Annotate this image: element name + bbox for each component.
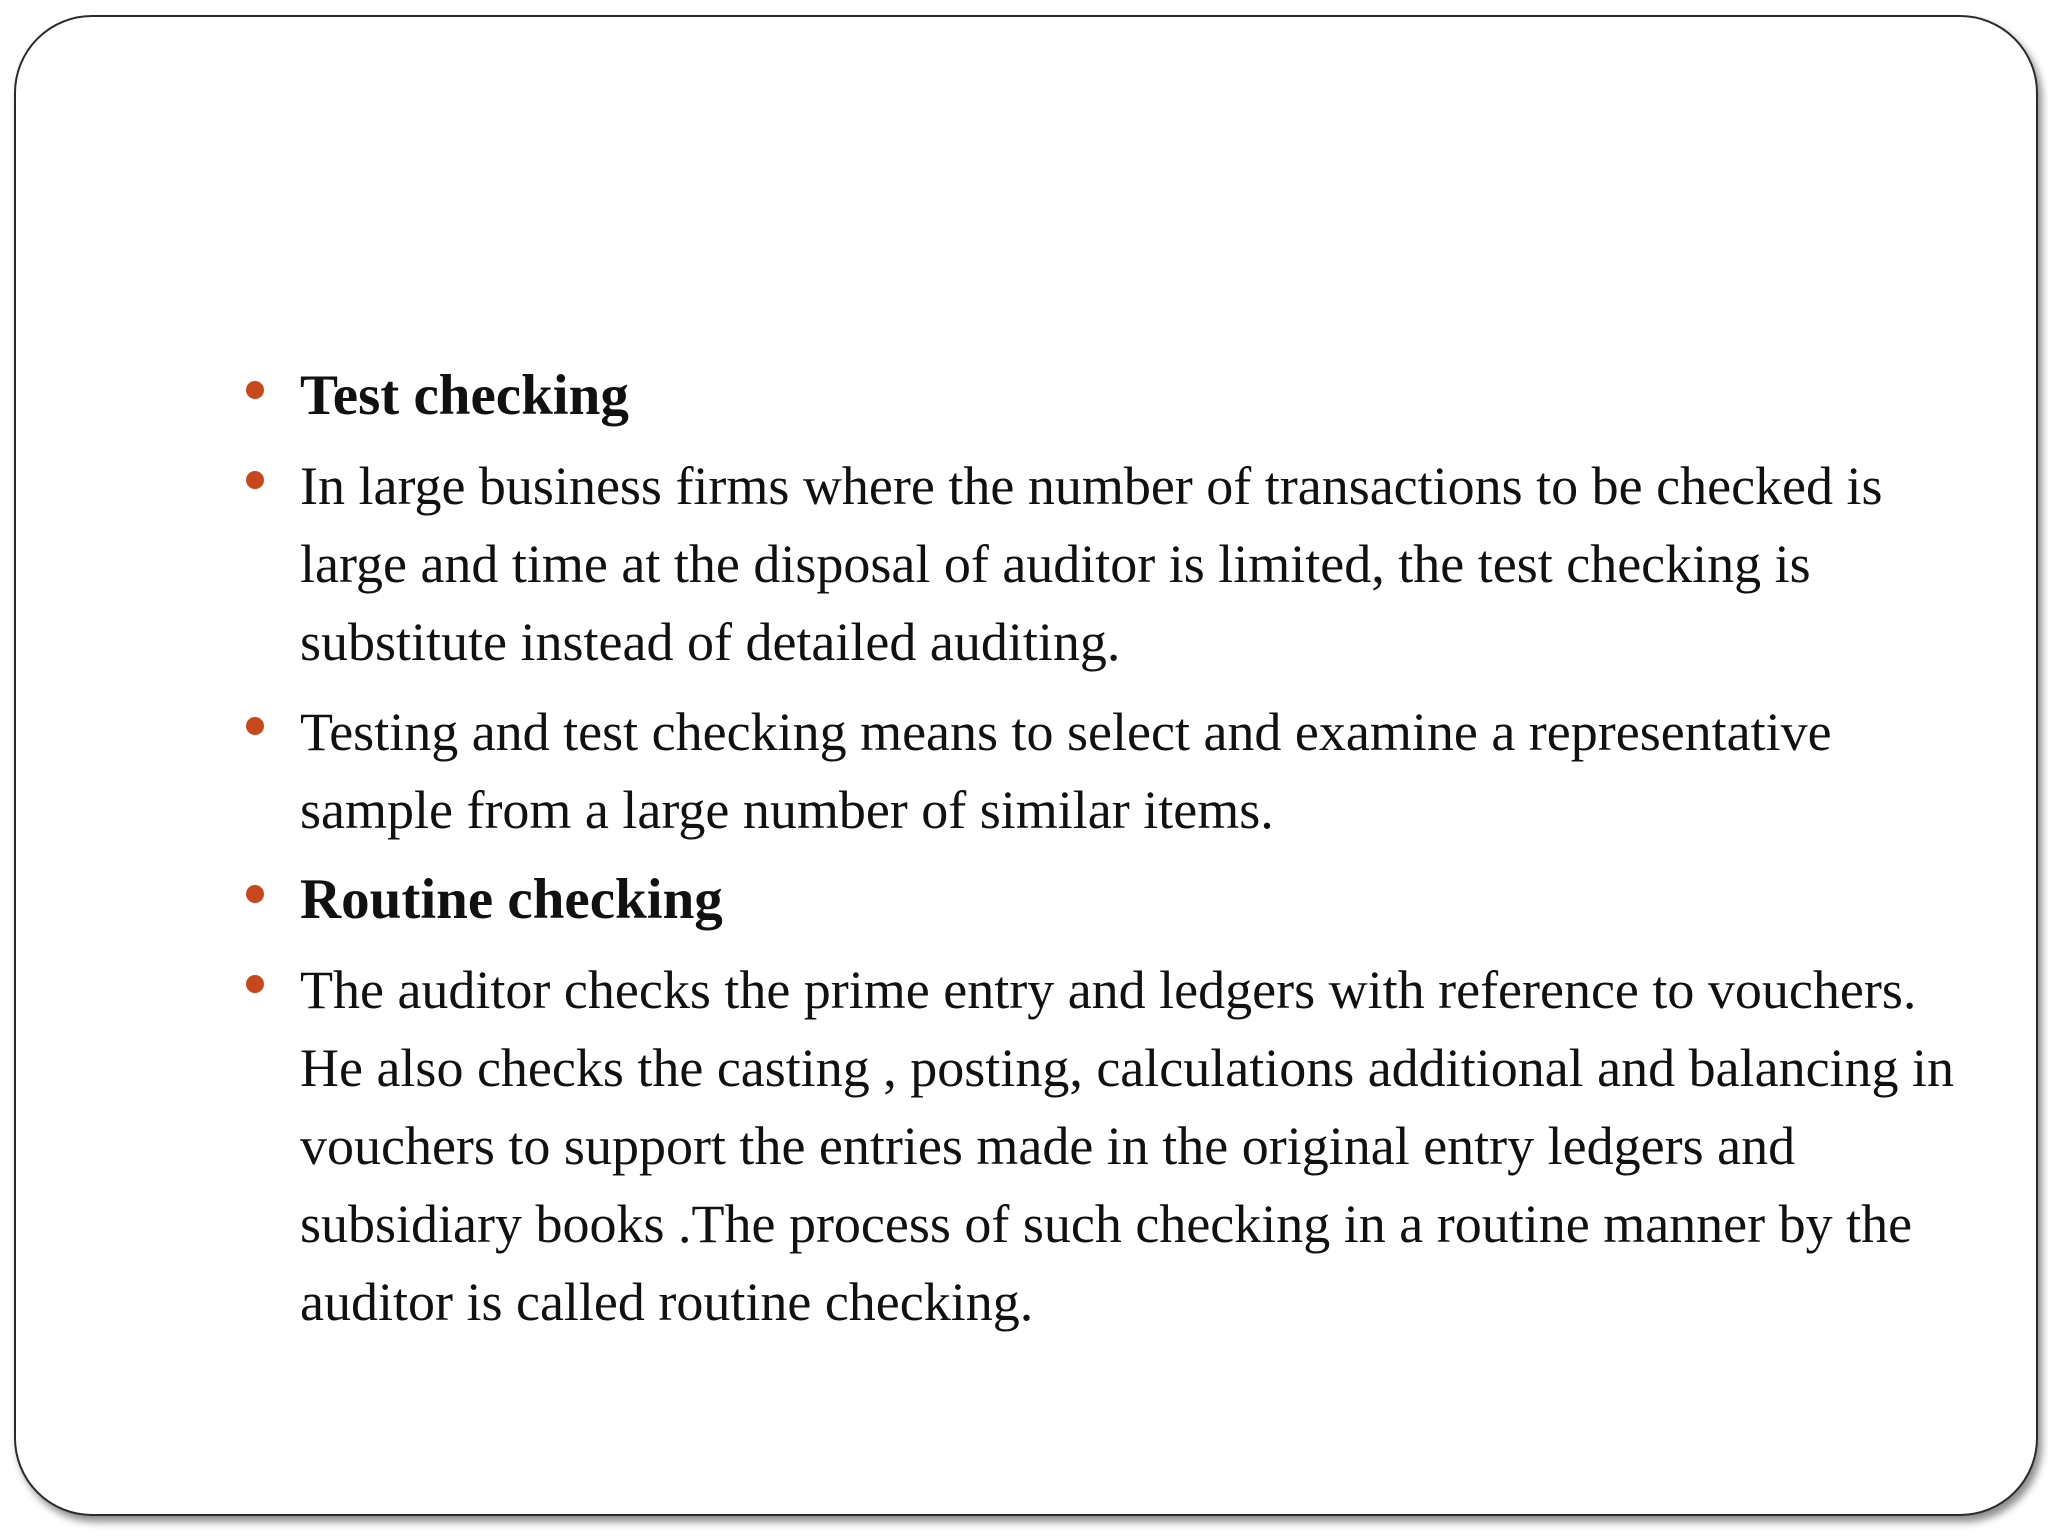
paragraph-routine-checking-definition: The auditor checks the prime entry and ledgers with reference to vouchers. He also checks the casting , posting, calculations additional and balancing in vouchers to support the entries made in the original entry ledgers and subsidiary books .The process of such checking in a routine manner by the auditor is called routine checking. xyxy=(300,960,1955,1332)
bullet-item-routine-checking-definition xyxy=(242,951,1972,1341)
paragraph-test-checking-definition: In large business firms where the number of transactions to be checked is large and time at the disposal of auditor is limited, the test checking is substitute instead of detailed auditing. xyxy=(300,456,1883,672)
bullet-item-test-checking-definition xyxy=(242,447,1972,681)
heading-routine-checking: Routine checking xyxy=(300,868,723,931)
slide-frame xyxy=(14,15,2038,1516)
heading-test-checking: Test checking xyxy=(300,364,629,427)
bullet-item-routine-checking-heading xyxy=(242,861,1972,939)
bullet-item-test-checking-heading xyxy=(242,357,1972,435)
bullet-dot-icon xyxy=(246,381,264,399)
paragraph-testing-meaning: Testing and test checking means to select and examine a representative sample from a large number of similar items. xyxy=(300,702,1832,840)
bullet-item-testing-meaning xyxy=(242,693,1972,849)
bullet-dot-icon xyxy=(246,717,264,735)
bullet-dot-icon xyxy=(246,975,264,993)
bullet-dot-icon xyxy=(246,471,264,489)
bullet-list xyxy=(242,357,1972,1353)
bullet-dot-icon xyxy=(246,885,264,903)
